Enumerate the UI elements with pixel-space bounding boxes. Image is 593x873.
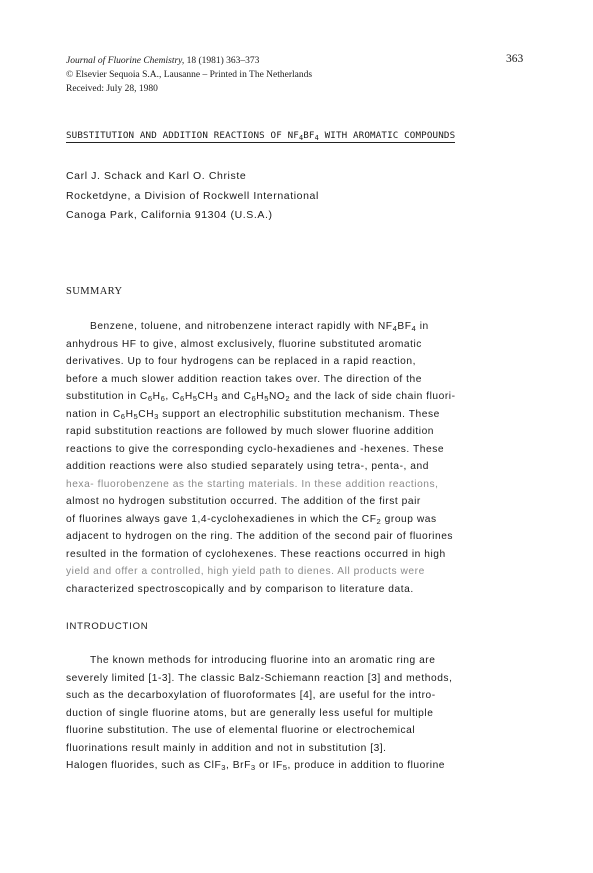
text-line: rapid substitution reactions are followed by much slower fluorine addition <box>66 426 435 437</box>
text-line: hexa- fluorobenzene as the starting materials. In these addition reactions, <box>66 478 439 490</box>
text-line: fluorine substitution. The use of elemental fluorine or electrochemical <box>66 725 416 736</box>
text-line: substitution in $C_6H_6$, $C_6H_5CH_3$ and $C_6H_5NO_2$ and the lack of side chain fluori- <box>66 391 456 403</box>
text-line: before a much slower addition reaction takes over. The direction of the <box>66 373 422 385</box>
text-line: severely limited [1-3]. The classic Balz-Schiemann reaction [3] and methods, <box>66 672 453 684</box>
text-line: almost no hydrogen substitution occurred. The addition of the first pair <box>66 496 421 507</box>
journal-citation <box>66 54 312 68</box>
text-line: nation in $C_6H_5CH_3$ support an electrophilic substitution mechanism. These <box>66 408 440 421</box>
summary-heading: SUMMARY <box>66 286 123 297</box>
author-location: Canoga Park, California 91304 (U.S.A.) <box>66 209 273 221</box>
author-names: Carl J. Schack and Karl O. Christe <box>66 170 247 182</box>
text-line: such as the decarboxylation of fluoroformates [4], are useful for the intro- <box>66 690 436 701</box>
text-line: of fluorines always gave 1,4-cyclohexadienes in which the $CF_2$ group was <box>66 513 437 526</box>
text-line: duction of single fluorine atoms, but are generally less useful for multiple <box>66 707 434 719</box>
author-affiliation: Rocketdyne, a Division of Rockwell International <box>66 189 319 202</box>
text-line: resulted in the formation of cyclohexenes. These reactions occurred in high <box>66 548 446 560</box>
received-date: Received: July 28, 1980 <box>66 84 158 94</box>
text-line: reactions to give the corresponding cyclo-hexadienes and -hexenes. These <box>66 443 445 455</box>
publisher-line: © Elsevier Sequoia S.A., Lausanne – Printed in The Netherlands <box>66 70 313 80</box>
text-line: adjacent to hydrogen on the ring. The addition of the second pair of fluorines <box>66 531 454 542</box>
text-line: anhydrous HF to give, almost exclusively, fluorine substituted aromatic <box>66 338 422 350</box>
page-number: 363 <box>506 53 524 65</box>
article-title: SUBSTITUTION AND ADDITION REACTIONS OF $NF_4BF_4$ WITH AROMATIC COMPOUNDS <box>66 130 456 142</box>
introduction-heading: INTRODUCTION <box>66 621 149 632</box>
text-line: fluorinations result mainly in addition and not in substitution [3]. <box>66 742 387 754</box>
text-line: The known methods for introducing fluorine into an aromatic ring are <box>90 655 436 666</box>
introduction-paragraph <box>66 652 542 775</box>
journal-volume-pages: 18 (1981) 363–373 <box>184 56 260 66</box>
summary-paragraph <box>66 318 542 598</box>
journal-header <box>66 54 312 96</box>
text-line: derivatives. Up to four hydrogens can be replaced in a rapid reaction, <box>66 356 416 367</box>
text-line: Benzene, toluene, and nitrobenzene interact rapidly with $NF_4BF_4$ in <box>90 321 429 333</box>
text-line: Halogen fluorides, such as ClF$_3$, BrF$_3$ or $IF_5$, produce in addition to fluorine <box>66 760 446 772</box>
text-line: characterized spectroscopically and by comparison to literature data. <box>66 583 414 595</box>
author-block <box>66 167 319 226</box>
journal-name: Journal of Fluorine Chemistry, <box>66 56 185 66</box>
text-line: yield and offer a controlled, high yield path to dienes. All products were <box>66 566 425 577</box>
text-line: addition reactions were also studied separately using tetra-, penta-, and <box>66 461 429 472</box>
